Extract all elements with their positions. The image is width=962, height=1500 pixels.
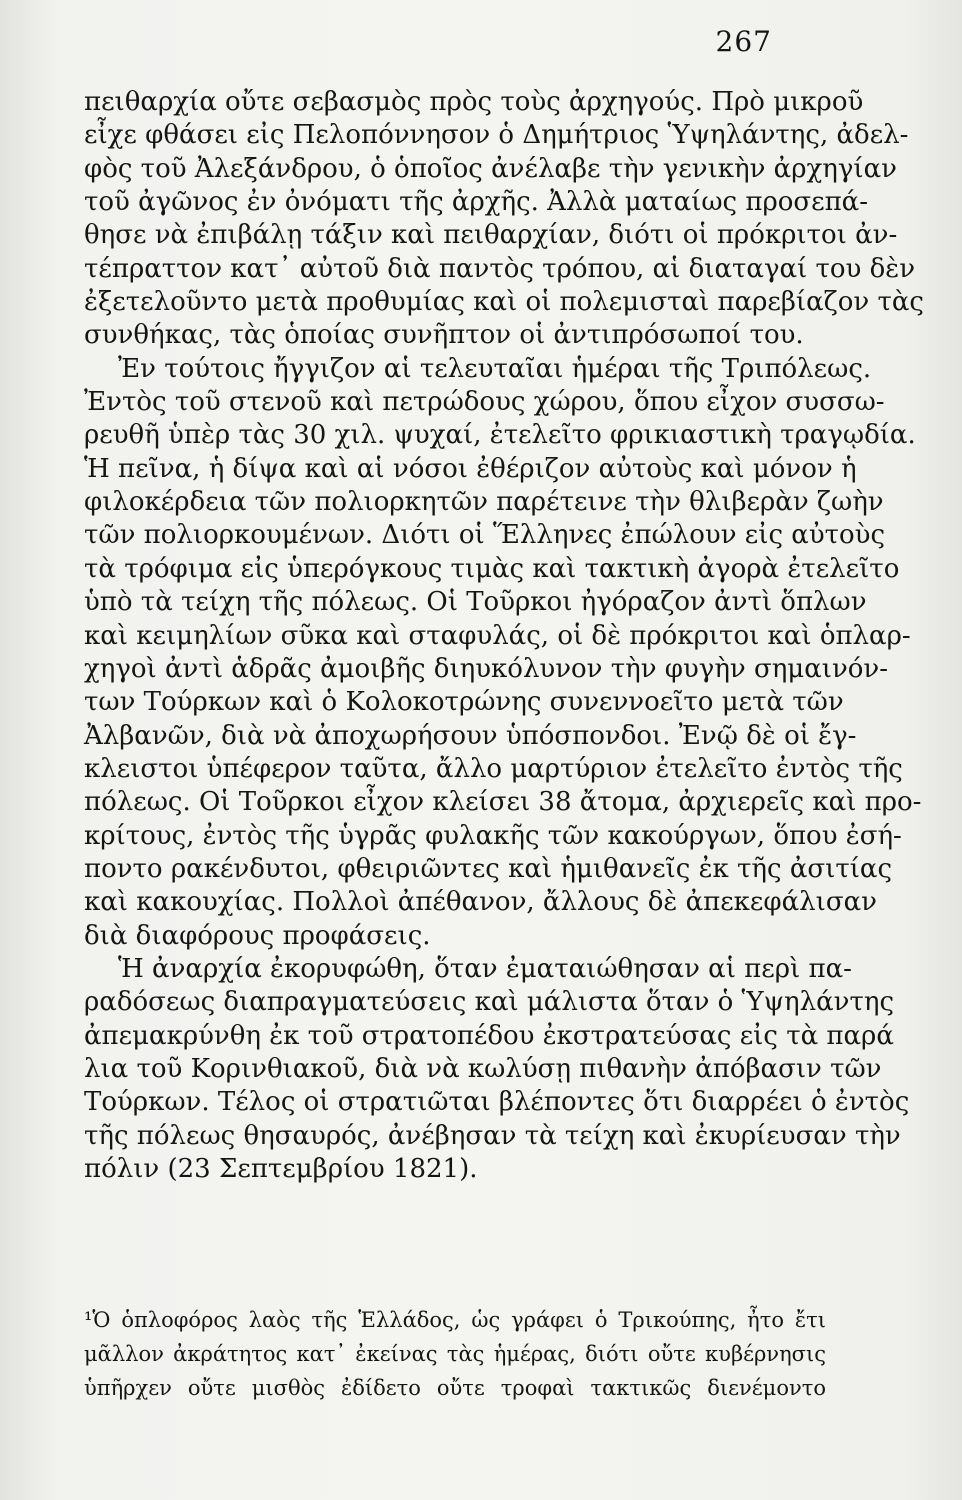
text-line: ἀπεμακρύνθη ἐκ τοῦ στρατοπέδου ἐκστρατεύσας εἰς τὰ παρά [84, 1020, 894, 1051]
text-line: καὶ κακουχίας. Πολλοὶ ἀπέθανον, ἄλλους δὲ ἀπεκεφάλισαν [84, 887, 877, 918]
text-line: διὰ διαφόρους προφάσεις. [84, 920, 431, 951]
text-line: Ἐντὸς τοῦ στενοῦ καὶ πετρώδους χώρου, ὅπου εἶχον συσσω- [84, 387, 885, 418]
text-line: ὑπὸ τὰ τείχη τῆς πόλεως. Οἱ Τοῦρκοι ἠγόραζον ἀντὶ ὅπλων [84, 587, 867, 618]
text-line: ποντο ρακένδυτοι, φθειριῶντες καὶ ἡμιθανεῖς ἐκ τῆς ἀσιτίας [84, 853, 893, 884]
text-line: καὶ κειμηλίων σῦκα καὶ σταφυλάς, οἱ δὲ πρόκριτοι καὶ ὁπλαρ- [84, 620, 911, 651]
text-line: φὸς τοῦ Ἀλεξάνδρου, ὁ ὁποῖος ἀνέλαβε τὴν γενικὴν ἀρχηγίαν [84, 153, 897, 184]
text-line: τοῦ ἀγῶνος ἐν ὀνόματι τῆς ἀρχῆς. Ἀλλὰ ματαίως προσεπά- [84, 187, 869, 218]
page-number: 267 [715, 25, 772, 58]
text-line: Τούρκων. Τέλος οἱ στρατιῶται βλέποντες ὅτι διαρρέει ὁ ἐντὸς [84, 1087, 910, 1118]
text-line: Ἡ ἀναρχία ἐκορυφώθη, ὅταν ἐματαιώθησαν αἱ περὶ πα- [118, 953, 852, 984]
footnote-line: ὑπῆρχεν οὔτε μισθὸς ἐδίδετο οὔτε τροφαὶ τακτικῶς διενέμοντο [84, 1376, 826, 1400]
text-line: τέπραττον κατ᾿ αὐτοῦ διὰ παντὸς τρόπου, αἱ διαταγαί του δὲν [84, 253, 916, 284]
text-line: εἶχε φθάσει εἰς Πελοπόννησον ὁ Δημήτριος Ὑψηλάντης, ἀδελ- [84, 120, 909, 151]
text-line: χηγοὶ ἀντὶ ἁδρᾶς ἀμοιβῆς διηυκόλυνον τὴν φυγὴν σημαινόν- [84, 653, 889, 684]
text-line: των Τούρκων καὶ ὁ Κολοκοτρώνης συνεννοεῖτο μετὰ τῶν [84, 687, 844, 718]
text-line: Ἐν τούτοις ἤγγιζον αἱ τελευταῖαι ἡμέραι τῆς Τριπόλεως. [118, 353, 872, 384]
text-line: κλειστοι ὑπέφερον ταῦτα, ἄλλο μαρτύριον ἐτελεῖτο ἐντὸς τῆς [84, 753, 903, 784]
text-line: κρίτους, ἐντὸς τῆς ὑγρᾶς φυλακῆς τῶν κακούργων, ὅπου ἐσή- [84, 820, 902, 851]
footnote [84, 1303, 826, 1405]
text-line: συνθήκας, τὰς ὁποίας συνῆπτον οἱ ἀντιπρόσωποί του. [84, 320, 804, 351]
text-line: φιλοκέρδεια τῶν πολιορκητῶν παρέτεινε τὴν θλιβερὰν ζωὴν [84, 487, 884, 518]
text-line: τῆς πόλεως θησαυρός, ἀνέβησαν τὰ τείχη καὶ ἐκυρίευσαν τὴν [84, 1120, 901, 1151]
footnote-line: ¹Ὁ ὁπλοφόρος λαὸς τῆς Ἑλλάδος, ὡς γράφει ὁ Τρικούπης, ἦτο ἔτι [84, 1308, 826, 1332]
text-line: ρευθῆ ὑπὲρ τὰς 30 χιλ. ψυχαί, ἐτελεῖτο φρικιαστικὴ τραγῳδία. [84, 420, 916, 451]
text-line: ἐξετελοῦντο μετὰ προθυμίας καὶ οἱ πολεμισταὶ παρεβίαζον τὰς [84, 287, 924, 318]
text-line: λια τοῦ Κορινθιακοῦ, διὰ νὰ κωλύσῃ πιθανὴν ἀπόβασιν τῶν [84, 1053, 882, 1084]
text-line: Ἀλβανῶν, διὰ νὰ ἀποχωρήσουν ὑπόσπονδοι. Ἐνῷ δὲ οἱ ἔγ- [84, 720, 857, 751]
text-line: πόλεως. Οἱ Τοῦρκοι εἶχον κλείσει 38 ἄτομα, ἀρχιερεῖς καὶ προ- [84, 787, 922, 818]
text-line: τὰ τρόφιμα εἰς ὑπερόγκους τιμὰς καὶ τακτικὴ ἀγορὰ ἐτελεῖτο [84, 553, 900, 584]
text-line: Ἡ πεῖνα, ἡ δίψα καὶ αἱ νόσοι ἐθέριζον αὐτοὺς καὶ μόνον ἡ [84, 453, 857, 484]
text-line: θησε νὰ ἐπιβάλῃ τάξιν καὶ πειθαρχίαν, διότι οἱ πρόκριτοι ἀν- [84, 220, 898, 251]
text-line: πόλιν (23 Σεπτεμβρίου 1821). [84, 1154, 478, 1184]
text-line: πειθαρχία οὔτε σεβασμὸς πρὸς τοὺς ἀρχηγούς. Πρὸ μικροῦ [84, 87, 864, 117]
footnote-line: μᾶλλον ἀκράτητος κατ᾿ ἐκείνας τὰς ἡμέρας, διότι οὔτε κυβέρνησις [84, 1342, 826, 1366]
body-text [84, 86, 924, 1186]
text-line: ραδόσεως διαπραγματεύσεις καὶ μάλιστα ὅταν ὁ Ὑψηλάντης [84, 987, 894, 1018]
text-line: τῶν πολιορκουμένων. Διότι οἱ Ἕλληνες ἐπώλουν εἰς αὐτοὺς [84, 520, 886, 551]
